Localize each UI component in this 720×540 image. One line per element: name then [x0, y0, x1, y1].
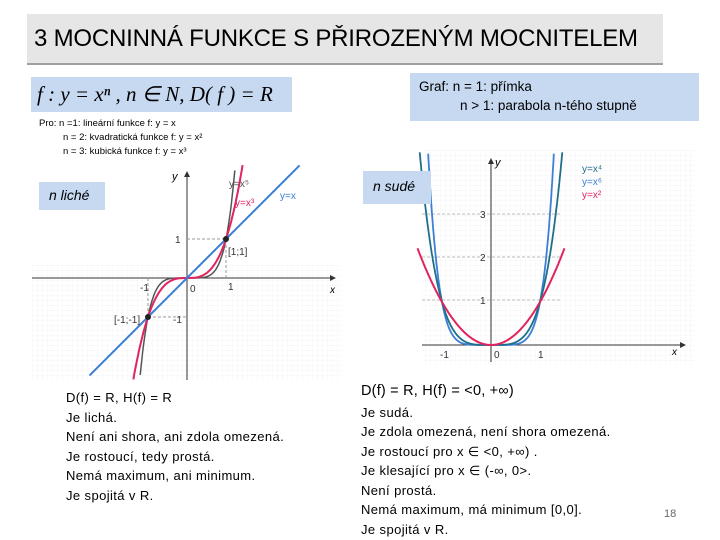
- odd-property: Je rostoucí, tedy prostá.: [66, 448, 215, 464]
- label-point-minus1-minus1: [-1;-1]: [114, 315, 141, 326]
- even-badge-label: n sudé: [373, 178, 416, 194]
- even-domain-range: D(f) = R, H(f) = <0, +∞): [361, 383, 514, 399]
- tick-x-minus1: -1: [140, 283, 149, 294]
- tick-x-minus1: -1: [440, 350, 449, 361]
- even-property: Nemá maximum, má minimum [0,0].: [361, 502, 583, 517]
- x-axis-label: x: [330, 285, 335, 296]
- tick-y-1: 1: [175, 235, 181, 246]
- even-property: Je rostoucí pro x ∈ <0, +∞) .: [361, 443, 538, 459]
- formula-box: [31, 77, 292, 112]
- odd-properties: [66, 388, 284, 505]
- definition-formula: f : y = xⁿ , n ∈ N, D( f ) = R: [37, 82, 273, 106]
- tick-y-2: 2: [480, 253, 486, 264]
- even-property: Je klesající pro x ∈ (-∞, 0>.: [361, 463, 532, 478]
- tick-origin: 0: [190, 284, 196, 295]
- label-x2: y=x²: [582, 190, 602, 201]
- tick-y-1: 1: [480, 296, 486, 307]
- title-bar: [27, 14, 663, 65]
- even-property: Je sudá.: [361, 404, 414, 420]
- example-linear: Pro: n =1: lineární funkce f: y = x: [39, 118, 176, 129]
- point-1-1: [223, 236, 229, 242]
- label-x: y=x: [280, 191, 296, 202]
- tick-origin: 0: [494, 350, 500, 361]
- y-axis-label: y: [495, 157, 501, 169]
- x-axis-label: x: [672, 347, 677, 358]
- label-x6: y=x⁶: [582, 177, 602, 188]
- graph-type-line-1: Graf: n = 1: přímka: [419, 79, 532, 94]
- odd-property: Nemá maximum, ani minimum.: [66, 468, 256, 483]
- examples-list: [39, 117, 202, 159]
- even-property: Není prostá.: [361, 482, 437, 498]
- y-axis-label: y: [172, 171, 178, 183]
- tick-x-1: 1: [538, 350, 544, 361]
- graph-type-box: [410, 73, 699, 121]
- y-axis-arrow: [184, 171, 190, 177]
- label-x5: y=x⁵: [229, 179, 249, 190]
- point-minus1-minus1: [145, 314, 151, 320]
- tick-y-3: 3: [480, 210, 486, 221]
- even-properties: [361, 382, 611, 539]
- label-point-1-1: [1;1]: [228, 247, 248, 258]
- example-quadratic: n = 2: kvadratická funkce f: y = x²: [63, 132, 203, 143]
- page-title: 3 MOCNINNÁ FUNKCE S PŘIROZENÝM MOCNITELEM: [34, 25, 638, 52]
- odd-property: Je spojitá v R.: [66, 487, 154, 503]
- graph-type-line-2: n > 1: parabola n-tého stupně: [460, 98, 637, 113]
- label-x3: y=x³: [235, 198, 255, 209]
- example-cubic: n = 3: kubická funkce f: y = x³: [63, 146, 187, 157]
- odd-property: D(f) = R, H(f) = R: [66, 390, 173, 405]
- odd-property: Není ani shora, ani zdola omezená.: [66, 429, 285, 444]
- even-property: Je spojitá v R.: [361, 521, 449, 537]
- odd-property: Je lichá.: [66, 409, 118, 425]
- label-x4: y=x⁴: [582, 164, 603, 175]
- page-number: 18: [664, 508, 677, 520]
- even-badge: [363, 171, 431, 204]
- even-property: Je zdola omezená, není shora omezená.: [361, 424, 611, 439]
- tick-x-1: 1: [228, 282, 234, 293]
- odd-badge-label: n liché: [49, 187, 90, 203]
- odd-badge: [39, 182, 105, 210]
- tick-y-minus1: -1: [173, 315, 182, 326]
